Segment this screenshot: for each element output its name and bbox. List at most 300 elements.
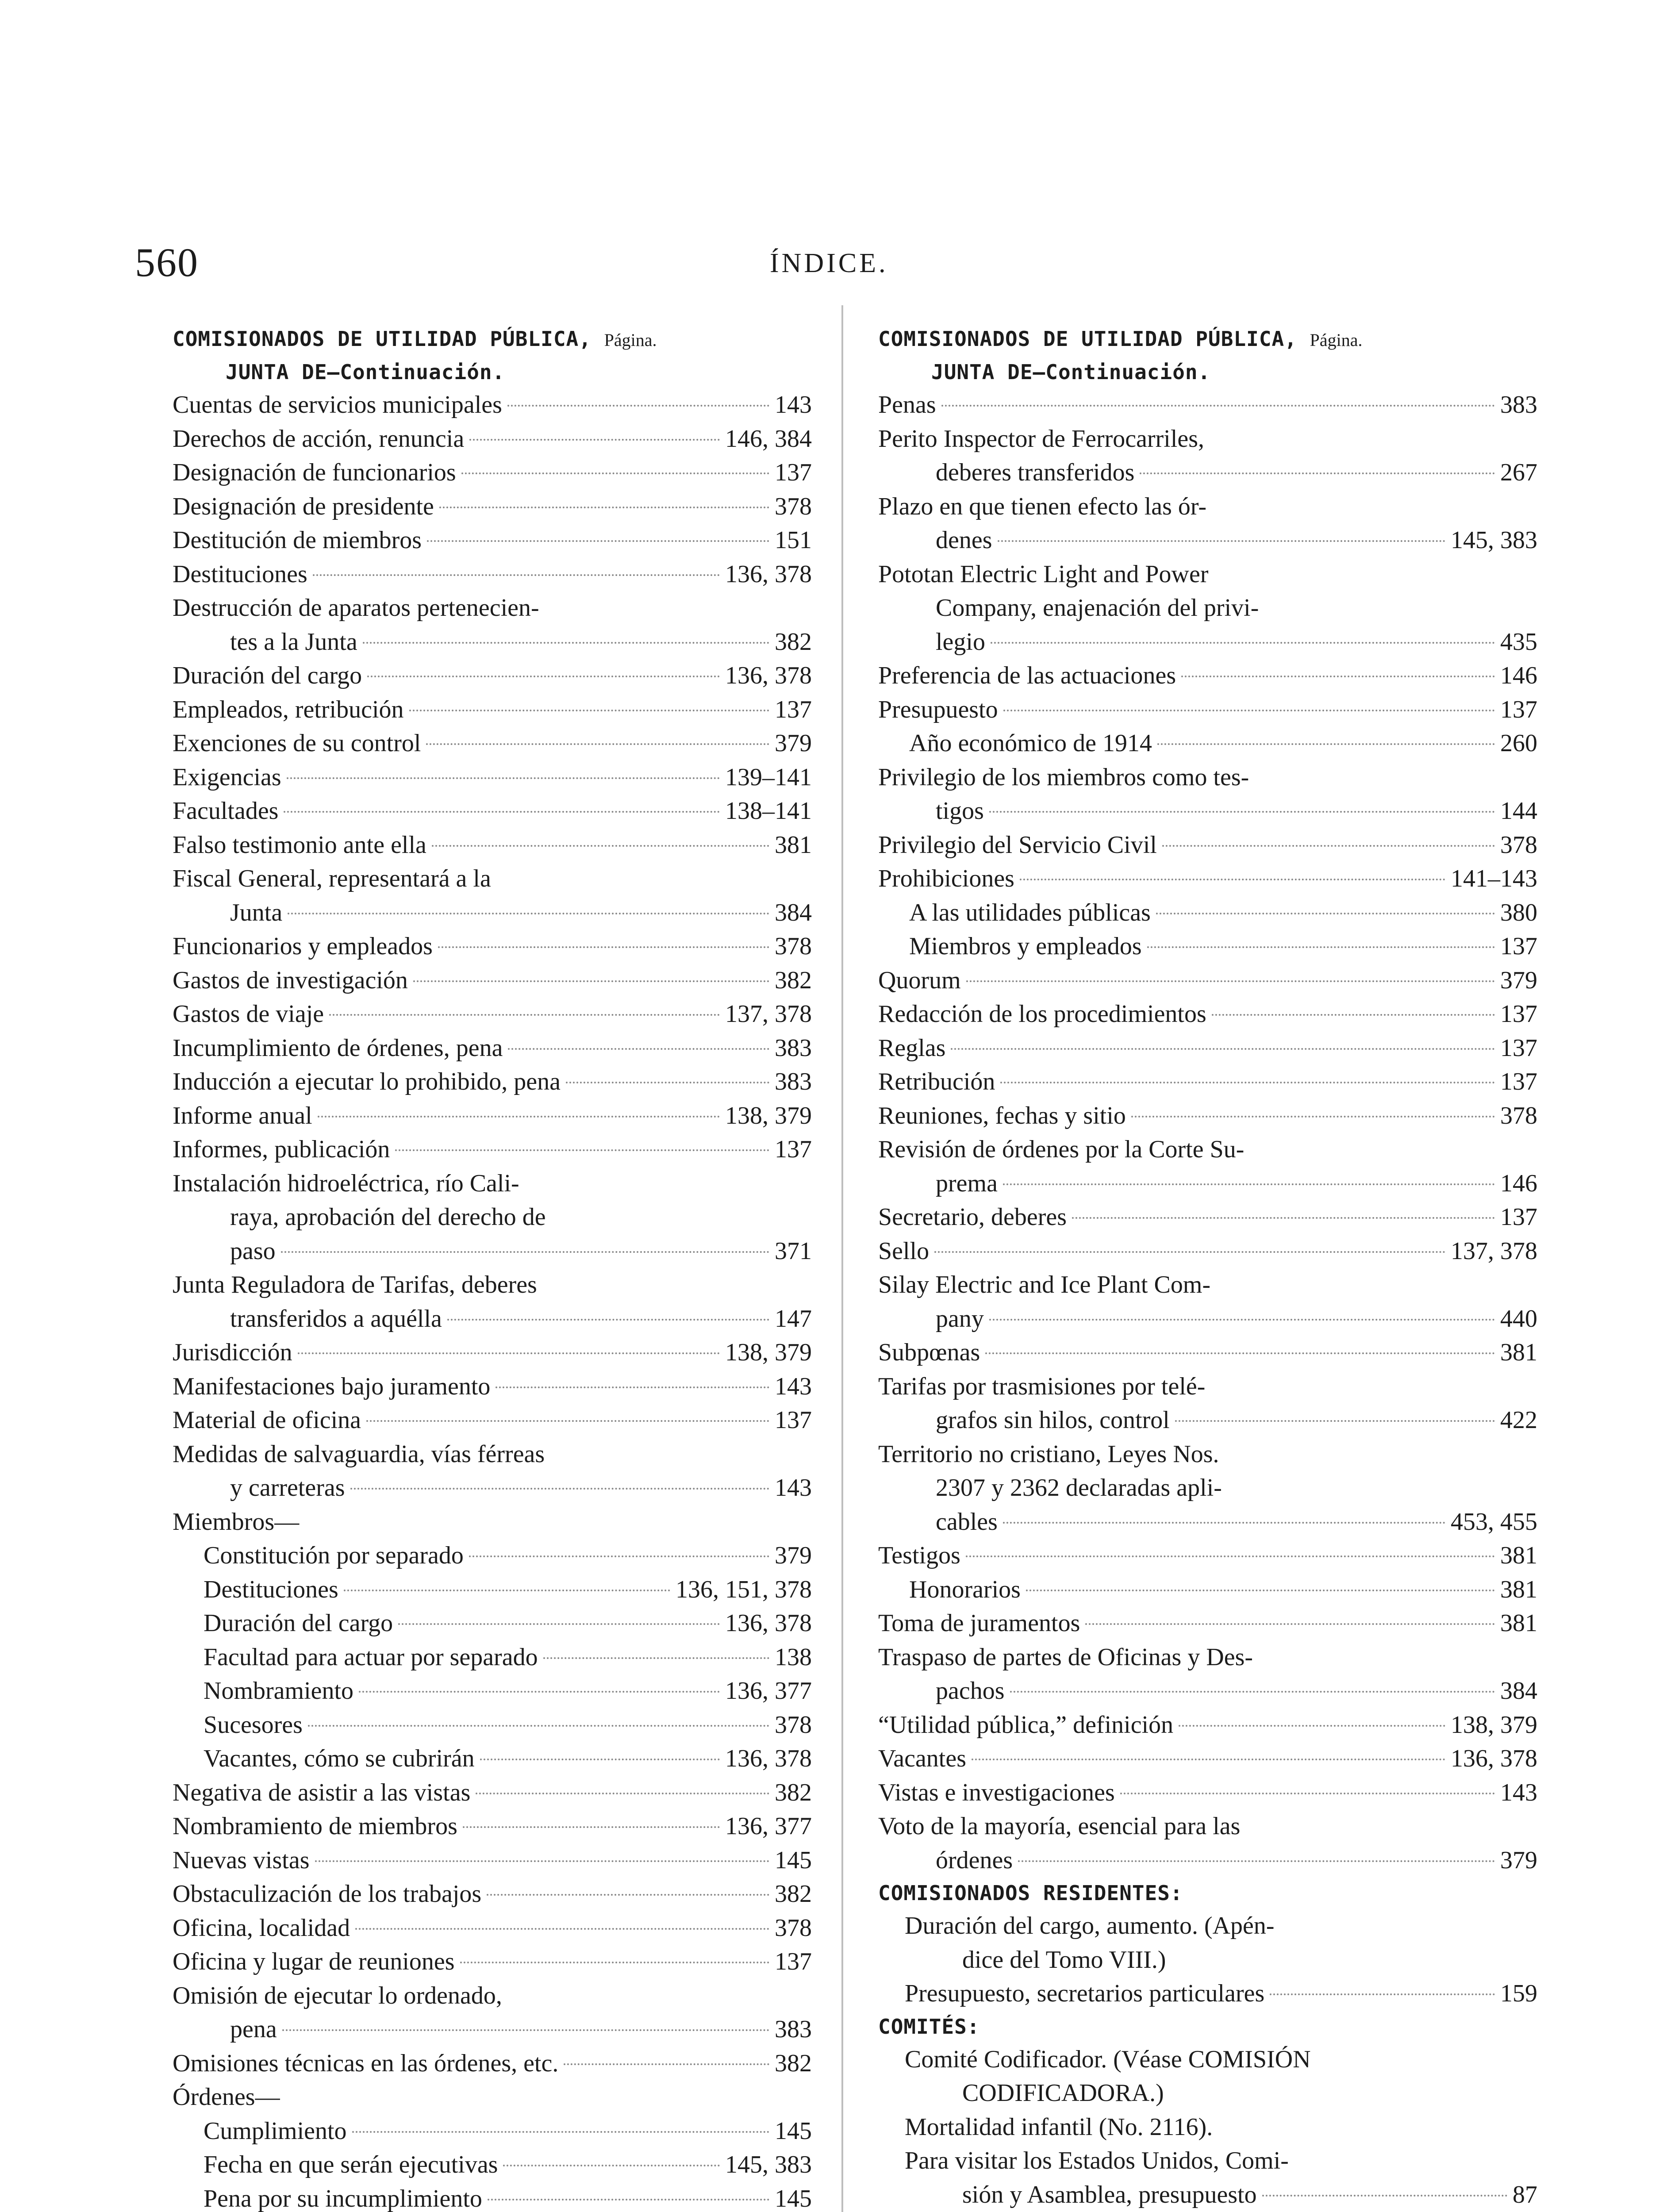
page-reference: 136, 378 xyxy=(725,662,812,689)
index-entry xyxy=(878,1370,1537,1437)
entry-text: Año económico de 1914 xyxy=(909,730,1152,757)
page-reference: 151 xyxy=(775,526,812,554)
entry-text: Privilegio del Servicio Civil xyxy=(878,831,1157,859)
entry-text: paso xyxy=(230,1237,276,1265)
entry-text: Preferencia de las actuaciones xyxy=(878,662,1176,689)
index-entry xyxy=(173,456,812,490)
entry-text: Privilegio de los miembros como tes- xyxy=(878,763,1249,791)
pagina-label: Página. xyxy=(604,330,657,350)
section-subheading: JUNTA DE—Continuación. xyxy=(226,360,505,384)
index-entry xyxy=(173,1809,812,1843)
index-entry xyxy=(173,1606,812,1640)
page-reference: 379 xyxy=(1500,966,1537,994)
index-entry xyxy=(878,557,1537,659)
entry-text: Destituciones xyxy=(204,1575,338,1603)
entry-text: Destituciones xyxy=(173,560,307,588)
index-entry xyxy=(878,929,1537,964)
entry-text: Exigencias xyxy=(173,763,281,791)
dot-leader xyxy=(1026,1590,1495,1591)
dot-leader xyxy=(998,540,1445,542)
dot-leader xyxy=(398,1623,720,1625)
page-reference: 138, 379 xyxy=(1451,1711,1537,1739)
dot-leader xyxy=(1020,879,1445,880)
entry-text: legio xyxy=(936,628,985,656)
page-reference: 383 xyxy=(775,1068,812,1095)
entry-text: Cumplimiento xyxy=(204,2117,347,2145)
dot-leader xyxy=(318,1116,720,1118)
index-entry xyxy=(173,1945,812,1979)
page-reference: 136, 151, 378 xyxy=(676,1575,812,1603)
index-entry xyxy=(878,1640,1537,1708)
dot-leader xyxy=(480,1759,720,1760)
dot-leader xyxy=(1003,1522,1445,1524)
dot-leader xyxy=(1162,845,1495,847)
section-entry-list xyxy=(878,2043,1537,2212)
entry-text: pany xyxy=(936,1305,984,1333)
entry-text: grafos sin hilos, control xyxy=(936,1406,1170,1434)
entry-text: Órdenes— xyxy=(173,2083,280,2111)
page-reference: 136, 377 xyxy=(725,1813,812,1840)
page-reference: 382 xyxy=(775,628,812,656)
page-reference: 422 xyxy=(1500,1406,1537,1434)
dot-leader xyxy=(313,574,720,576)
section-subheading: JUNTA DE—Continuación. xyxy=(931,360,1211,384)
dot-leader xyxy=(989,1319,1495,1321)
index-entry xyxy=(173,388,812,422)
entry-text: Constitución por separado xyxy=(204,1542,464,1569)
page-reference: 138, 379 xyxy=(725,1339,812,1366)
dot-leader xyxy=(1131,1116,1495,1118)
dot-leader xyxy=(495,1386,769,1388)
entry-text: Material de oficina xyxy=(173,1406,361,1434)
dot-leader xyxy=(367,676,720,677)
dot-leader xyxy=(352,2131,769,2133)
page-reference: 371 xyxy=(775,1237,812,1265)
entry-text: Empleados, retribución xyxy=(173,695,404,723)
entry-text: denes xyxy=(936,526,992,554)
page-reference: 381 xyxy=(1500,1609,1537,1637)
page-reference: 136, 377 xyxy=(725,1677,812,1705)
entry-text: Revisión de órdenes por la Corte Su- xyxy=(878,1136,1244,1163)
dot-leader xyxy=(395,1149,769,1151)
index-entry xyxy=(878,422,1537,490)
index-entry xyxy=(878,1268,1537,1336)
dot-leader xyxy=(507,405,769,407)
index-entry xyxy=(173,1133,812,1167)
dot-leader xyxy=(1181,676,1495,677)
dot-leader xyxy=(284,811,720,813)
page-reference: 87 xyxy=(1513,2181,1537,2208)
dot-leader xyxy=(469,1555,769,1557)
index-entry xyxy=(173,1911,812,1945)
page-reference: 146 xyxy=(1500,662,1537,689)
page-reference: 383 xyxy=(775,1034,812,1062)
dot-leader xyxy=(315,1860,769,1862)
index-entry xyxy=(878,693,1537,727)
entry-text: Para visitar los Estados Unidos, Comi- xyxy=(905,2147,1289,2174)
page-reference: 440 xyxy=(1500,1305,1537,1333)
dot-leader xyxy=(508,1048,769,1050)
running-title: ÍNDICE. xyxy=(770,248,888,278)
entry-text: pachos xyxy=(936,1677,1005,1705)
index-entry xyxy=(878,490,1537,557)
index-entry xyxy=(173,1776,812,1810)
page-reference: 137 xyxy=(775,459,812,486)
page-reference: 137 xyxy=(1500,1000,1537,1028)
page-reference: 141–143 xyxy=(1451,865,1537,892)
index-entry xyxy=(173,1268,812,1336)
page-reference: 143 xyxy=(775,391,812,419)
entry-text: Fiscal General, representará a la xyxy=(173,865,491,892)
page-reference: 383 xyxy=(775,2016,812,2043)
index-entry xyxy=(878,1606,1537,1640)
entry-text: cables xyxy=(936,1508,998,1536)
index-entry xyxy=(878,896,1537,930)
entry-text: Derechos de acción, renuncia xyxy=(173,425,465,453)
page-reference: 136, 378 xyxy=(725,560,812,588)
dot-leader xyxy=(488,2199,769,2200)
dot-leader xyxy=(461,472,769,474)
entry-text: raya, aprobación del derecho de xyxy=(230,1203,546,1231)
dot-leader xyxy=(941,405,1495,407)
index-entry xyxy=(878,659,1537,693)
entry-text: Subpœnas xyxy=(878,1339,980,1366)
page-reference: 382 xyxy=(775,966,812,994)
index-entry xyxy=(173,1099,812,1133)
entry-text: órdenes xyxy=(936,1846,1013,1874)
dot-leader xyxy=(344,1590,670,1591)
entry-text: Quorum xyxy=(878,966,961,994)
dot-leader xyxy=(1140,472,1495,474)
index-entry xyxy=(173,862,812,929)
entry-text: Nombramiento xyxy=(204,1677,354,1705)
entry-text: Reglas xyxy=(878,1034,946,1062)
entry-text: Instalación hidroeléctrica, río Cali- xyxy=(173,1169,519,1197)
entry-text: Tarifas por trasmisiones por telé- xyxy=(878,1372,1206,1400)
entry-text: Pototan Electric Light and Power xyxy=(878,560,1209,588)
page-reference: 382 xyxy=(775,1778,812,1806)
index-entry xyxy=(173,1573,812,1607)
page-reference: 145 xyxy=(775,2185,812,2212)
page-reference: 378 xyxy=(1500,1102,1537,1129)
entry-text: Traspaso de partes de Oficinas y Des- xyxy=(878,1643,1253,1671)
entry-text: Funcionarios y empleados xyxy=(173,933,433,960)
page-number: 560 xyxy=(135,240,199,285)
index-entry xyxy=(878,1437,1537,1539)
entry-text: Junta Reguladora de Tarifas, deberes xyxy=(173,1271,537,1298)
index-entry xyxy=(905,2144,1537,2212)
entry-text: Jurisdicción xyxy=(173,1339,292,1366)
entry-text: Vacantes xyxy=(878,1745,967,1772)
section-heading: COMISIONADOS RESIDENTES: xyxy=(878,1881,1183,1905)
dot-leader xyxy=(329,1014,720,1016)
index-entry xyxy=(173,1640,812,1674)
dot-leader xyxy=(363,642,769,644)
entry-text: 2307 y 2362 declaradas apli- xyxy=(936,1474,1222,1502)
entry-text: Oficina y lugar de reuniones xyxy=(173,1948,455,1975)
dot-leader xyxy=(934,1251,1445,1253)
entry-text: Redacción de los procedimientos xyxy=(878,1000,1206,1028)
page-reference: 143 xyxy=(775,1372,812,1400)
dot-leader xyxy=(1085,1623,1495,1625)
index-entry xyxy=(905,1909,1537,1977)
entry-text: Presupuesto xyxy=(878,695,998,723)
entry-text: Fecha en que serán ejecutivas xyxy=(204,2151,498,2178)
index-entry xyxy=(173,1370,812,1404)
entry-text: Nuevas vistas xyxy=(173,1846,310,1874)
page-reference: 136, 378 xyxy=(725,1609,812,1637)
entry-text: Duración del cargo xyxy=(173,662,362,689)
dot-leader xyxy=(281,1251,769,1253)
dot-leader xyxy=(463,1826,720,1828)
index-entry xyxy=(878,726,1537,760)
dot-leader xyxy=(564,2063,769,2065)
dot-leader xyxy=(1010,1691,1495,1693)
index-entry xyxy=(878,1133,1537,1200)
page-reference: 381 xyxy=(1500,1575,1537,1603)
dot-leader xyxy=(426,743,769,745)
index-entry xyxy=(878,1708,1537,1742)
entry-text: Omisiones técnicas en las órdenes, etc. xyxy=(173,2049,559,2077)
page-reference: 136, 378 xyxy=(725,1745,812,1772)
dot-leader xyxy=(355,1928,769,1930)
dot-leader xyxy=(1175,1420,1495,1422)
entry-text: A las utilidades públicas xyxy=(909,899,1151,926)
entry-text: Reuniones, fechas y sitio xyxy=(878,1102,1126,1129)
index-entry xyxy=(173,1843,812,1878)
entry-text: Plazo en que tienen efecto las ór- xyxy=(878,492,1207,520)
dot-leader xyxy=(566,1082,769,1083)
index-entry xyxy=(173,1708,812,1742)
entry-text: Honorarios xyxy=(909,1575,1021,1603)
page-reference: 381 xyxy=(1500,1542,1537,1569)
entry-text: Facultades xyxy=(173,797,279,825)
right-column xyxy=(878,323,1537,2212)
entry-text: Gastos de viaje xyxy=(173,1000,324,1028)
index-entry xyxy=(173,557,812,591)
page-reference: 381 xyxy=(1500,1339,1537,1366)
left-entry-list xyxy=(173,388,812,2212)
page-reference: 137 xyxy=(1500,1034,1537,1062)
section-heading: COMISIONADOS DE UTILIDAD PÚBLICA, Página. xyxy=(878,327,1363,351)
dot-leader xyxy=(503,2165,720,2166)
section-entry-list xyxy=(878,1909,1537,2011)
dot-leader xyxy=(966,980,1495,982)
entry-text: Vacantes, cómo se cubrirán xyxy=(204,1745,475,1772)
index-entry xyxy=(173,828,812,862)
entry-text: Destitución de miembros xyxy=(173,526,422,554)
entry-text: tes a la Junta xyxy=(230,628,357,656)
index-entry xyxy=(173,1674,812,1708)
index-entry xyxy=(173,726,812,760)
entry-text: Destrucción de aparatos pertenecien- xyxy=(173,594,539,622)
dot-leader xyxy=(366,1420,769,1422)
pagina-label: Página. xyxy=(1310,330,1363,350)
entry-text: Retribución xyxy=(878,1068,995,1095)
index-entry xyxy=(173,1742,812,1776)
entry-text: Cuentas de servicios municipales xyxy=(173,391,502,419)
page-reference: 159 xyxy=(1500,1980,1537,2007)
dot-leader xyxy=(469,439,720,441)
entry-text: Junta xyxy=(230,899,283,926)
entry-text: Presupuesto, secretarios particulares xyxy=(905,1980,1265,2007)
index-entry xyxy=(173,2047,812,2081)
entry-text: “Utilidad pública,” definición xyxy=(878,1711,1174,1739)
index-entry xyxy=(878,997,1537,1031)
dot-leader xyxy=(543,1657,769,1659)
entry-text: Territorio no cristiano, Leyes Nos. xyxy=(878,1440,1219,1468)
entry-text: Miembros— xyxy=(173,1508,300,1536)
page-reference: 137 xyxy=(775,1136,812,1163)
running-head xyxy=(0,239,1663,292)
dot-leader xyxy=(439,507,769,508)
page-reference: 382 xyxy=(775,1880,812,1908)
index-entry xyxy=(173,1505,812,1539)
entry-text: Omisión de ejecutar lo ordenado, xyxy=(173,1982,502,2009)
entry-text: Miembros y empleados xyxy=(909,933,1142,960)
entry-text: deberes transferidos xyxy=(936,459,1135,486)
entry-text: Duración del cargo xyxy=(204,1609,393,1637)
index-entry xyxy=(878,1031,1537,1065)
page-reference: 378 xyxy=(775,492,812,520)
index-entry xyxy=(173,1167,812,1268)
entry-text: Informe anual xyxy=(173,1102,312,1129)
dot-leader xyxy=(350,1488,769,1490)
index-entry xyxy=(173,1437,812,1505)
page-reference: 378 xyxy=(775,1914,812,1942)
entry-text: Designación de presidente xyxy=(173,492,434,520)
index-entry xyxy=(878,1539,1537,1573)
index-entry xyxy=(905,2110,1537,2144)
entry-text: Gastos de investigación xyxy=(173,966,408,994)
dot-leader xyxy=(359,1691,720,1693)
index-entry xyxy=(878,964,1537,998)
entry-text: Secretario, deberes xyxy=(878,1203,1067,1231)
dot-leader xyxy=(972,1759,1445,1760)
page-reference: 379 xyxy=(775,1542,812,1569)
dot-leader xyxy=(413,980,769,982)
page-reference: 143 xyxy=(775,1474,812,1502)
index-entry xyxy=(905,1977,1537,2011)
page-reference: 379 xyxy=(1500,1846,1537,1874)
entry-text: Duración del cargo, aumento. (Apén- xyxy=(905,1912,1275,1939)
page-reference: 137, 378 xyxy=(725,1000,812,1028)
dot-leader xyxy=(985,1352,1495,1354)
index-entry xyxy=(173,929,812,964)
page-reference: 380 xyxy=(1500,899,1537,926)
page-reference: 384 xyxy=(1500,1677,1537,1705)
index-entry xyxy=(173,490,812,524)
index-entry xyxy=(173,2148,812,2182)
page-reference: 145 xyxy=(775,2117,812,2145)
dot-leader xyxy=(1157,743,1495,745)
entry-text: tigos xyxy=(936,797,984,825)
page-reference: 145, 383 xyxy=(1451,526,1537,554)
dot-leader xyxy=(298,1352,720,1354)
index-entry xyxy=(173,794,812,828)
left-column xyxy=(173,323,812,2212)
dot-leader xyxy=(989,811,1495,813)
page-reference: 137 xyxy=(1500,695,1537,723)
index-entry xyxy=(173,1539,812,1573)
index-entry xyxy=(878,1742,1537,1776)
index-entry xyxy=(173,1979,812,2047)
entry-text: Vistas e investigaciones xyxy=(878,1778,1115,1806)
entry-text: Comité Codificador. (Véase COMISIÓN xyxy=(905,2045,1311,2073)
dot-leader xyxy=(460,1962,769,1963)
entry-text: Pena por su incumplimiento xyxy=(204,2185,482,2212)
dot-leader xyxy=(966,1555,1495,1557)
entry-text: Voto de la mayoría, esencial para las xyxy=(878,1813,1241,1840)
index-entry xyxy=(878,760,1537,828)
index-entry xyxy=(878,1065,1537,1099)
right-sections xyxy=(878,1877,1537,2212)
dot-leader xyxy=(308,1725,769,1727)
index-entry xyxy=(878,1099,1537,1133)
dot-leader xyxy=(951,1048,1495,1050)
column-divider xyxy=(841,305,843,2212)
index-entry xyxy=(878,1200,1537,1234)
entry-text: Sello xyxy=(878,1237,929,1265)
index-entry xyxy=(173,591,812,659)
dot-leader xyxy=(432,845,769,847)
entry-text: Nombramiento de miembros xyxy=(173,1813,457,1840)
dot-leader xyxy=(1212,1014,1495,1016)
index-entry xyxy=(878,828,1537,862)
dot-leader xyxy=(282,2029,769,2031)
page-reference: 137 xyxy=(775,695,812,723)
index-entry xyxy=(878,388,1537,422)
page-reference: 379 xyxy=(775,730,812,757)
page-reference: 147 xyxy=(775,1305,812,1333)
dot-leader xyxy=(1262,2195,1507,2197)
page-reference: 267 xyxy=(1500,459,1537,486)
index-entry xyxy=(878,1573,1537,1607)
page-reference: 139–141 xyxy=(725,763,812,791)
page-reference: 260 xyxy=(1500,730,1537,757)
entry-text: Prohibiciones xyxy=(878,865,1014,892)
index-entry xyxy=(173,693,812,727)
entry-text: Perito Inspector de Ferrocarriles, xyxy=(878,425,1205,453)
dot-leader xyxy=(991,642,1495,644)
dot-leader xyxy=(1003,710,1495,711)
index-entry xyxy=(173,659,812,693)
dot-leader xyxy=(1156,913,1495,914)
dot-leader xyxy=(1270,1993,1495,1995)
entry-text: Incumplimiento de órdenes, pena xyxy=(173,1034,503,1062)
entry-text: Penas xyxy=(878,391,936,419)
entry-text: Obstaculización de los trabajos xyxy=(173,1880,482,1908)
entry-text: Designación de funcionarios xyxy=(173,459,456,486)
page-reference: 144 xyxy=(1500,797,1537,825)
page-reference: 384 xyxy=(775,899,812,926)
page-reference: 143 xyxy=(1500,1778,1537,1806)
entry-text: Oficina, localidad xyxy=(173,1914,350,1942)
entry-text: y carreteras xyxy=(230,1474,345,1502)
page-reference: 137 xyxy=(775,1948,812,1975)
dot-leader xyxy=(476,1793,769,1794)
page-reference: 453, 455 xyxy=(1451,1508,1537,1536)
page-reference: 137 xyxy=(775,1406,812,1434)
index-entry xyxy=(173,1065,812,1099)
page-reference: 383 xyxy=(1500,391,1537,419)
entry-text: dice del Tomo VIII.) xyxy=(962,1946,1166,1974)
dot-leader xyxy=(487,1894,769,1896)
page-reference: 378 xyxy=(1500,831,1537,859)
page-reference: 381 xyxy=(775,831,812,859)
dot-leader xyxy=(447,1319,769,1321)
page-reference: 145, 383 xyxy=(725,2151,812,2178)
